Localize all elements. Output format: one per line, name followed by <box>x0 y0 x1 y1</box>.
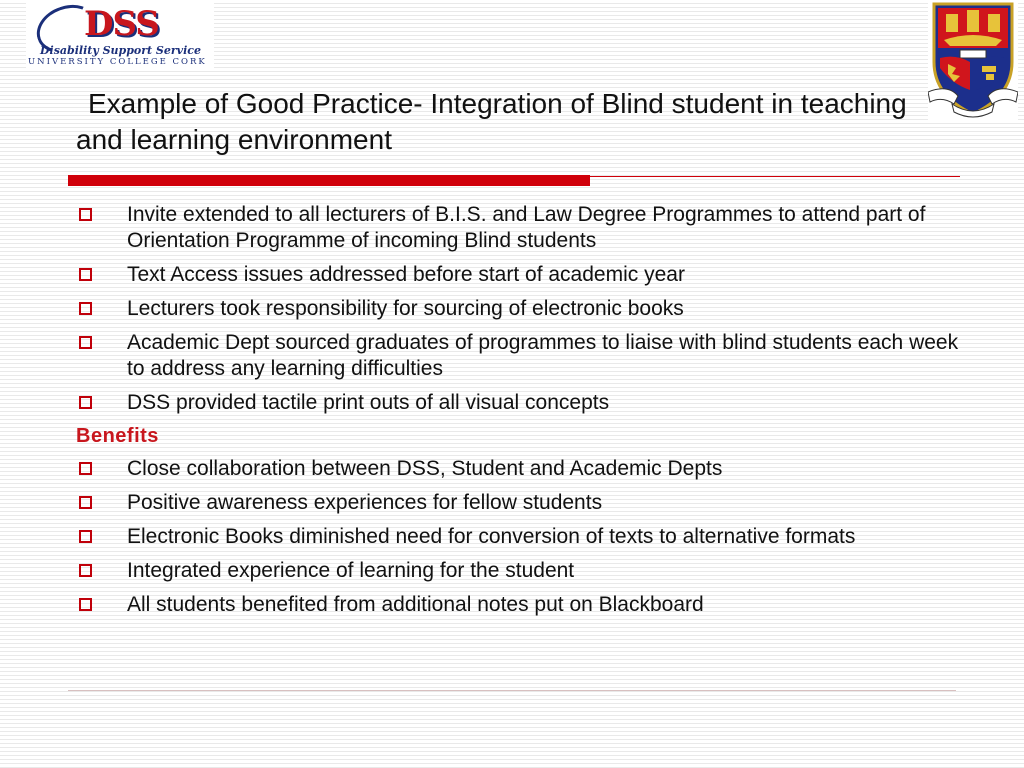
hollow-square-bullet-icon <box>79 496 92 509</box>
hollow-square-bullet-icon <box>79 268 92 281</box>
hollow-square-bullet-icon <box>79 530 92 543</box>
list-item <box>76 330 966 382</box>
list-item <box>76 524 966 550</box>
hollow-square-bullet-icon <box>79 396 92 409</box>
list-item <box>76 390 966 416</box>
list-item <box>76 558 966 584</box>
list-item-text: Integrated experience of learning for the student <box>127 559 575 582</box>
hollow-square-bullet-icon <box>79 462 92 475</box>
logo-name: DSS <box>84 4 159 44</box>
title-divider <box>68 175 960 187</box>
logo-institution: UNIVERSITY COLLEGE CORK <box>28 57 207 67</box>
list-item <box>76 592 966 618</box>
list-item-text: Electronic Books diminished need for conversion of texts to alternative formats <box>127 525 856 548</box>
list-item <box>76 296 966 322</box>
hollow-square-bullet-icon <box>79 564 92 577</box>
university-crest-icon <box>928 0 1018 120</box>
logo-subtitle: Disability Support Service <box>40 44 201 57</box>
list-item-text: All students benefited from additional notes put on Blackboard <box>127 593 704 616</box>
list-item-text: Positive awareness experiences for fellow students <box>127 491 603 514</box>
list-item <box>76 490 966 516</box>
list-item <box>76 202 966 254</box>
hollow-square-bullet-icon <box>79 302 92 315</box>
footer-divider <box>68 690 956 691</box>
divider-red-bar <box>68 175 590 186</box>
page-title: Example of Good Practice- Integration of Blind student in teaching and learning environment <box>76 88 907 155</box>
list-item-text: Academic Dept sourced graduates of programmes to liaise with blind students each week to address any learning difficulties <box>127 331 959 380</box>
list-item-text: Close collaboration between DSS, Student and Academic Depts <box>127 457 723 480</box>
list-item-text: Text Access issues addressed before start of academic year <box>127 263 685 286</box>
list-item-text: Lecturers took responsibility for sourcing of electronic books <box>127 297 684 320</box>
hollow-square-bullet-icon <box>79 598 92 611</box>
hollow-square-bullet-icon <box>79 336 92 349</box>
hollow-square-bullet-icon <box>79 208 92 221</box>
dss-logo <box>26 0 214 70</box>
list-item-text: DSS provided tactile print outs of all visual concepts <box>127 391 610 414</box>
list-item-text: Invite extended to all lecturers of B.I.S. and Law Degree Programmes to attend part of Orientation Programme of incoming Blind students <box>127 203 926 252</box>
list-item <box>76 456 966 482</box>
divider-thin-line <box>590 176 960 177</box>
list-item <box>76 262 966 288</box>
benefits-heading: Benefits <box>76 425 159 447</box>
slide-content <box>76 202 966 626</box>
